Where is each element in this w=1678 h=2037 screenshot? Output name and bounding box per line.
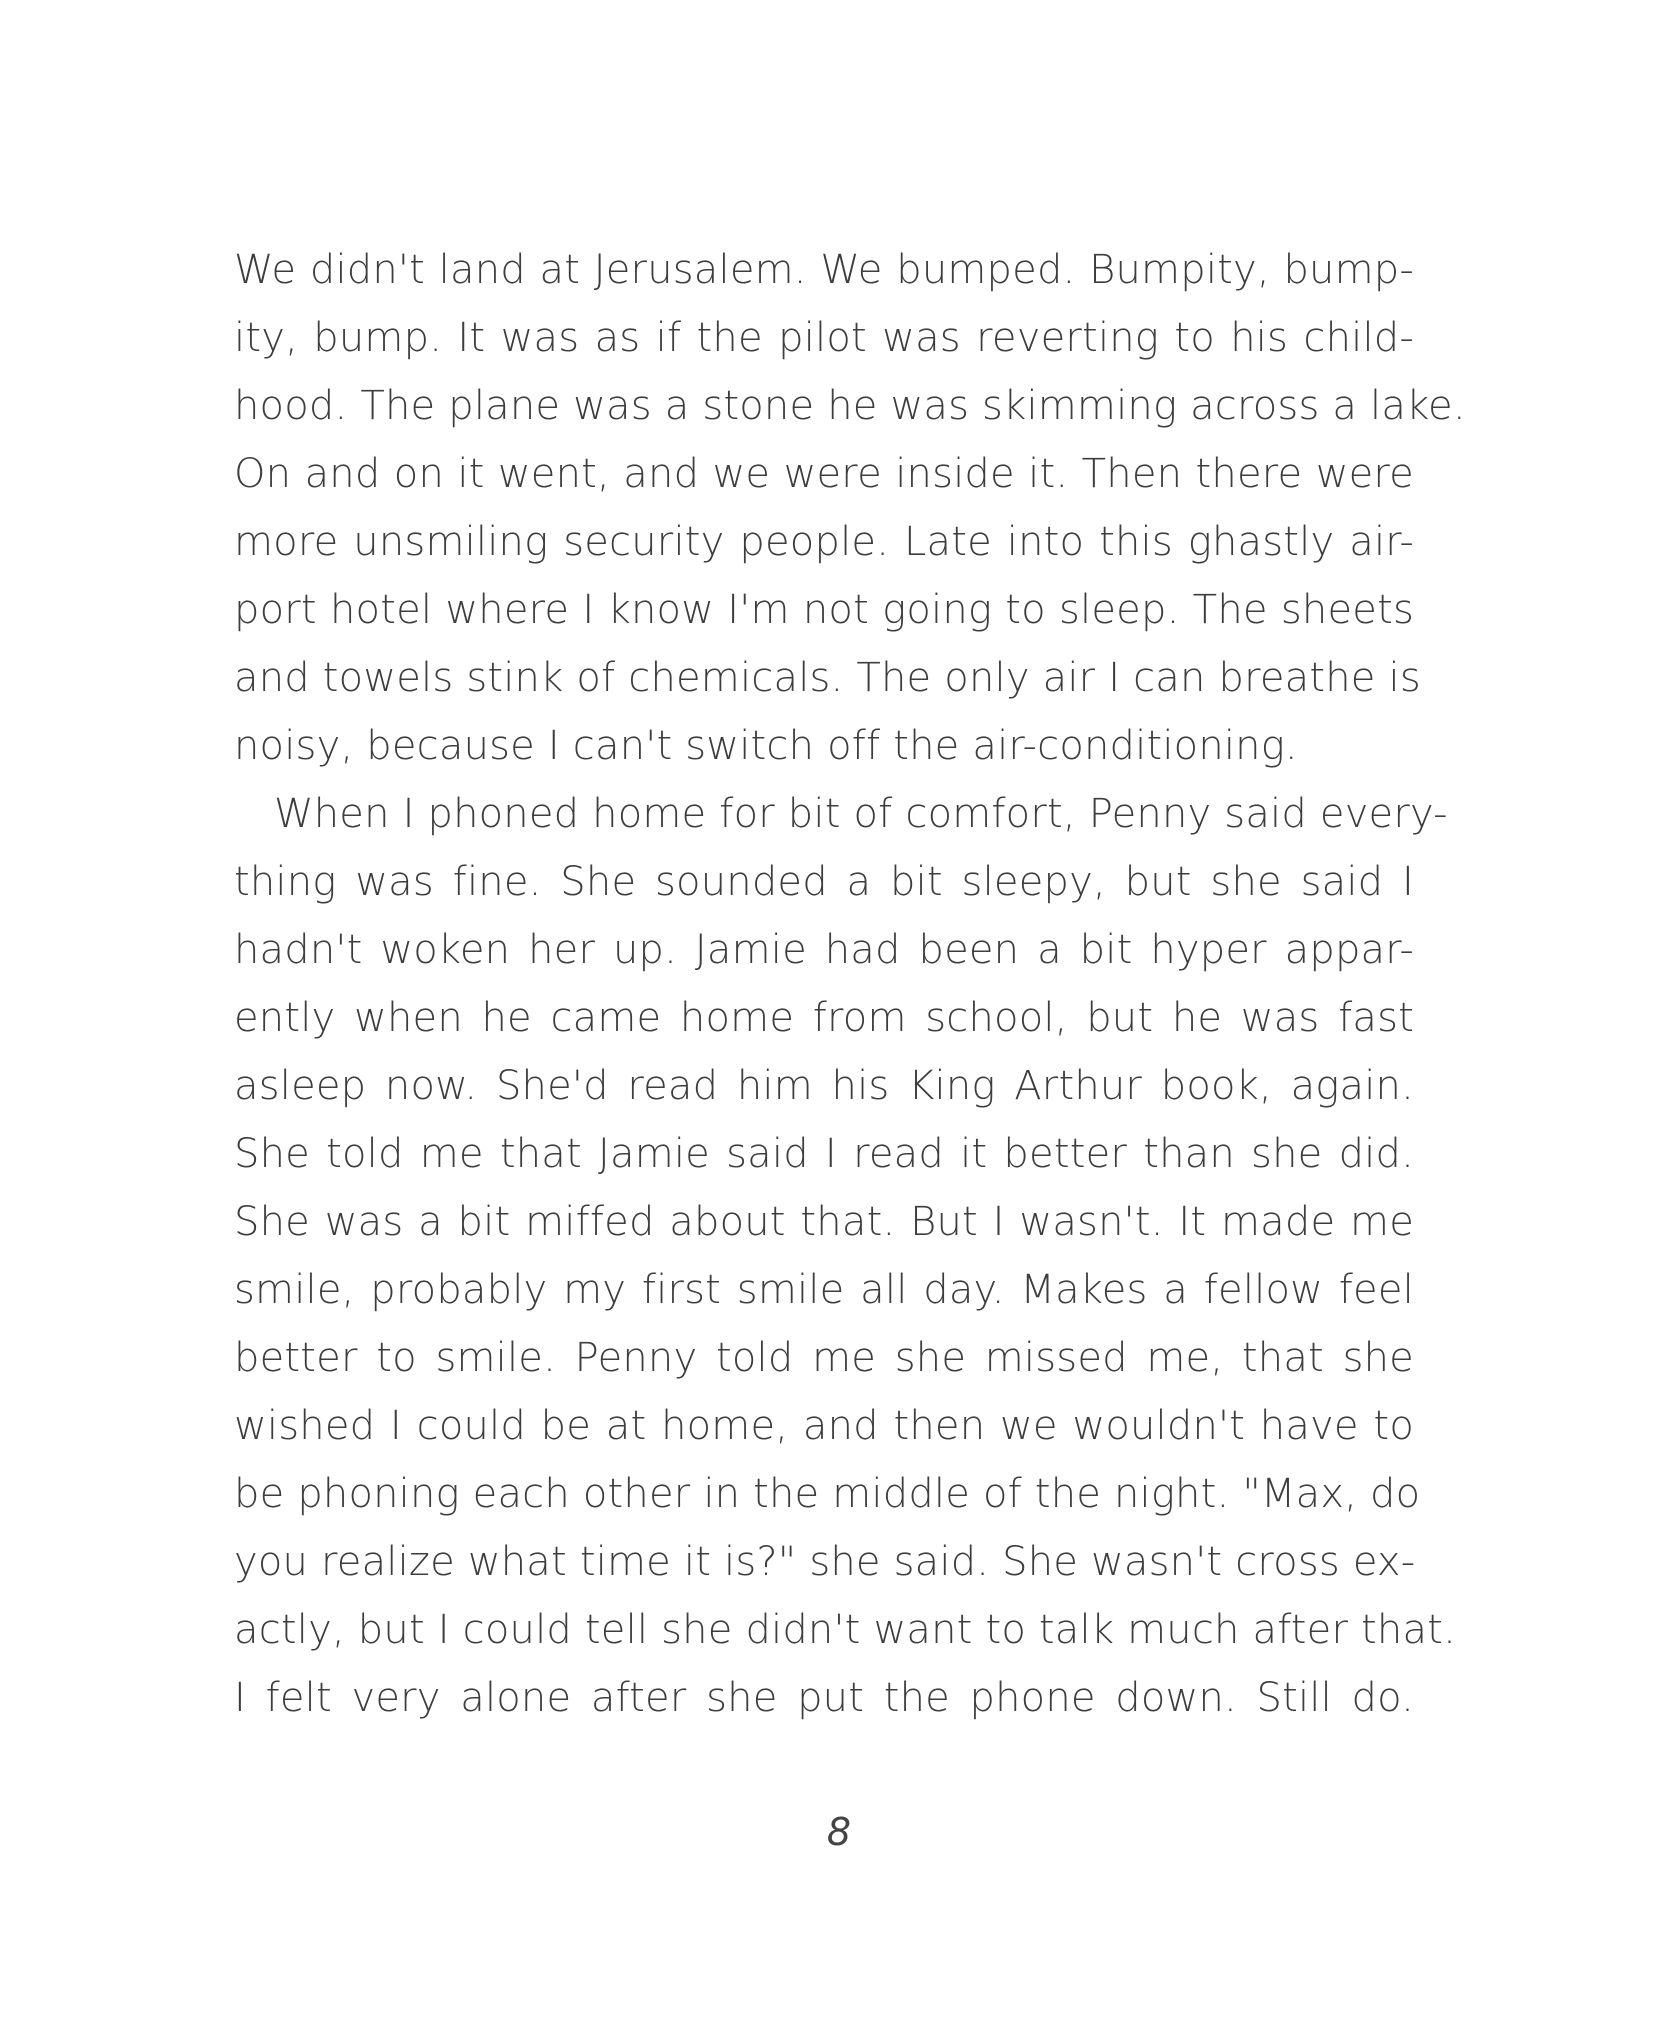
text-line: I felt very alone after she put the phone down. Still do. <box>234 1675 1414 1721</box>
text-line: hadn't woken her up. Jamie had been a bit hyper appar- <box>234 927 1414 973</box>
text-line: more unsmiling security people. Late into this ghastly air- <box>234 519 1414 565</box>
text-line: ity, bump. It was as if the pilot was reverting to his child- <box>234 315 1414 361</box>
text-line: She told me that Jamie said I read it better than she did. <box>234 1131 1414 1177</box>
text-line: We didn't land at Jerusalem. We bumped. Bumpity, bump- <box>234 247 1414 293</box>
text-line: better to smile. Penny told me she missed me, that she <box>234 1335 1414 1381</box>
text-line: thing was fine. She sounded a bit sleepy, but she said I <box>234 859 1414 905</box>
text-line: smile, probably my first smile all day. Makes a fellow feel <box>234 1267 1414 1313</box>
text-line: noisy, because I can't switch off the air-conditioning. <box>234 723 1298 769</box>
body-text <box>234 236 1466 1732</box>
text-line: asleep now. She'd read him his King Arthur book, again. <box>234 1063 1414 1109</box>
text-line: you realize what time it is?" she said. She wasn't cross ex- <box>234 1539 1416 1585</box>
text-line: wished I could be at home, and then we wouldn't have to <box>234 1403 1414 1449</box>
text-line: be phoning each other in the middle of the night. "Max, do <box>234 1471 1421 1517</box>
text-line: ently when he came home from school, but he was fast <box>234 995 1414 1041</box>
text-line: When I phoned home for bit of comfort, Penny said every- <box>274 791 1448 837</box>
text-line: actly, but I could tell she didn't want to talk much after that. <box>234 1607 1456 1653</box>
text-line: port hotel where I know I'm not going to sleep. The sheets <box>234 587 1414 633</box>
text-line: On and on it went, and we were inside it. Then there were <box>234 451 1414 497</box>
text-line: She was a bit miffed about that. But I wasn't. It made me <box>234 1199 1414 1245</box>
text-line: hood. The plane was a stone he was skimming across a lake. <box>234 383 1466 429</box>
page-number: 8 <box>826 1810 852 1854</box>
text-line: and towels stink of chemicals. The only air I can breathe is <box>234 655 1421 701</box>
